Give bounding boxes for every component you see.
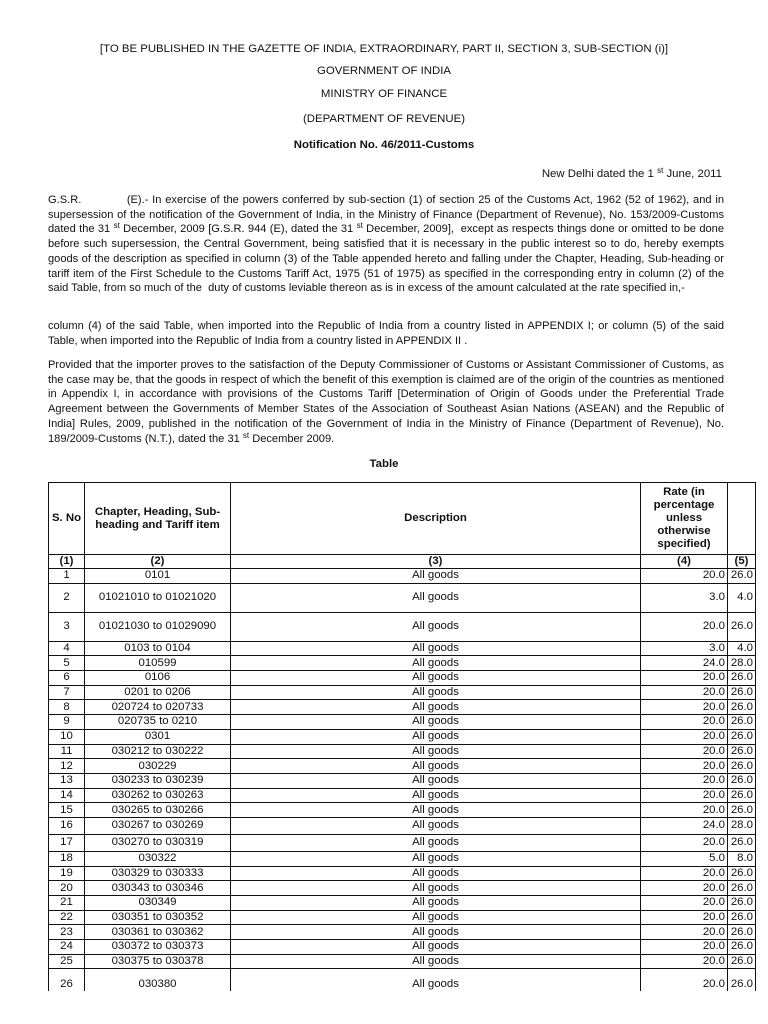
cell-rate-appendix-i: 5.0 <box>641 851 728 866</box>
cell-description: All goods <box>231 896 641 911</box>
cell-tariff: 030361 to 030362 <box>85 925 231 940</box>
cell-description: All goods <box>231 612 641 641</box>
cell-rate-appendix-ii: 26.0 <box>728 954 756 969</box>
paragraph-exemption-part-c: December, 2009], except as respects things done or omitted to be done before such supersession, the Central Government, being satisfied that it is necessary in the public interest so to do, hereby exempts goods of the description as specified in column (3) of the Table appended hereto and falling under the Chapter, Heading, Sub-heading or tariff item of the First Schedule to the Customs Tariff Act, 1975 (51 of 1975) as specified in the corresponding entry in column (2) of the said Table, from so much of the duty of customs leviable thereon as is in excess of the amount calculated at the rate specified in,- <box>48 223 728 295</box>
table-row <box>49 671 756 686</box>
paragraph-proviso-part-a: Provided that the importer proves to the satisfaction of the Deputy Commissioner of Customs or Assistant Commissioner of Customs, as the case may be, that the goods in respect of which the benefit of this exemption is claimed are of the origin of the countries as mentioned in Appendix I, in accordance with provisions of the Customs Tariff [Determination of Origin of Goods under the Preferential Trade Agreement between the Governments of Member States of the Association of Southeast Asian Nations (ASEAN) and the Republic of India] Rules, 2009, published in the notification of the Government of India in the Ministry of Finance (Department of Revenue), No. 189/2009-Customs (N.T.), dated the 31 <box>48 359 724 445</box>
cell-rate-appendix-i: 20.0 <box>641 715 728 730</box>
paragraph-proviso-part-b: December 2009. <box>249 432 335 445</box>
header-description: Description <box>231 483 641 555</box>
table-row <box>49 910 756 925</box>
cell-description: All goods <box>231 715 641 730</box>
cell-description: All goods <box>231 569 641 584</box>
cell-rate-appendix-ii: 26.0 <box>728 834 756 851</box>
column-number: (4) <box>641 555 728 569</box>
table-row <box>49 656 756 671</box>
cell-rate-appendix-ii: 26.0 <box>728 715 756 730</box>
table-row <box>49 834 756 851</box>
cell-rate-appendix-i: 20.0 <box>641 569 728 584</box>
cell-rate-appendix-i: 20.0 <box>641 954 728 969</box>
cell-rate-appendix-ii: 26.0 <box>728 729 756 744</box>
table-row <box>49 803 756 818</box>
cell-description: All goods <box>231 583 641 612</box>
cell-rate-appendix-ii: 4.0 <box>728 641 756 656</box>
cell-sno: 18 <box>49 851 85 866</box>
cell-tariff: 01021030 to 01029090 <box>85 612 231 641</box>
superscript-st: st <box>113 221 120 231</box>
paragraph-exemption-part-b: December, 2009 [G.S.R. 944 (E), dated the 31 <box>119 223 354 236</box>
superscript-st: st <box>242 430 250 440</box>
cell-tariff: 0301 <box>85 729 231 744</box>
department-heading: (DEPARTMENT OF REVENUE) <box>302 113 465 125</box>
cell-description: All goods <box>231 641 641 656</box>
header-sno: S. No <box>49 483 85 555</box>
table-row <box>49 715 756 730</box>
ministry-heading: MINISTRY OF FINANCE <box>320 88 448 100</box>
cell-sno: 11 <box>49 744 85 759</box>
cell-tariff: 030380 <box>85 969 231 991</box>
cell-rate-appendix-i: 24.0 <box>641 656 728 671</box>
cell-rate-appendix-ii: 26.0 <box>728 788 756 803</box>
table-row <box>49 954 756 969</box>
cell-rate-appendix-ii: 4.0 <box>728 583 756 612</box>
cell-tariff: 0106 <box>85 671 231 686</box>
table-row <box>49 744 756 759</box>
cell-sno: 7 <box>49 685 85 700</box>
cell-rate-appendix-ii: 28.0 <box>728 817 756 834</box>
tariff-table <box>48 482 756 991</box>
table-row <box>49 969 756 991</box>
cell-sno: 17 <box>49 834 85 851</box>
cell-rate-appendix-i: 20.0 <box>641 866 728 881</box>
cell-rate-appendix-i: 20.0 <box>641 788 728 803</box>
cell-rate-appendix-ii: 26.0 <box>728 910 756 925</box>
cell-description: All goods <box>231 700 641 715</box>
table-row <box>49 881 756 896</box>
cell-rate-appendix-ii: 26.0 <box>728 744 756 759</box>
cell-sno: 16 <box>49 817 85 834</box>
table-row <box>49 866 756 881</box>
cell-sno: 9 <box>49 715 85 730</box>
cell-sno: 13 <box>49 773 85 788</box>
paragraph-proviso <box>48 358 724 446</box>
cell-rate-appendix-ii: 26.0 <box>728 773 756 788</box>
cell-rate-appendix-i: 20.0 <box>641 744 728 759</box>
cell-tariff: 030270 to 030319 <box>85 834 231 851</box>
cell-sno: 14 <box>49 788 85 803</box>
cell-tariff: 030343 to 030346 <box>85 881 231 896</box>
cell-tariff: 030262 to 030263 <box>85 788 231 803</box>
cell-description: All goods <box>231 851 641 866</box>
table-row <box>49 641 756 656</box>
cell-sno: 2 <box>49 583 85 612</box>
cell-sno: 6 <box>49 671 85 686</box>
cell-tariff: 030349 <box>85 896 231 911</box>
paragraph-exemption-part-a: G.S.R. (E).- In exercise of the powers conferred by sub-section (1) of section 25 of the Customs Act, 1962 (52 of 1962), and in supersession of the notification of the Government of India, in the Ministry of Finance (Department of Revenue), No. 153/2009-Customs dated the 31 <box>48 194 728 236</box>
cell-description: All goods <box>231 671 641 686</box>
cell-tariff: 030229 <box>85 759 231 774</box>
table-row <box>49 788 756 803</box>
date-superscript: st <box>657 166 664 175</box>
gazette-line: [TO BE PUBLISHED IN THE GAZETTE OF INDIA, EXTRAORDINARY, PART II, SECTION 3, SUB-SECTION (i)] <box>99 43 669 55</box>
table-row <box>49 817 756 834</box>
notification-title: Notification No. 46/2011-Customs <box>293 139 475 151</box>
table-row <box>49 569 756 584</box>
cell-tariff: 030329 to 030333 <box>85 866 231 881</box>
table-row <box>49 729 756 744</box>
cell-description: All goods <box>231 866 641 881</box>
cell-sno: 23 <box>49 925 85 940</box>
column-number: (2) <box>85 555 231 569</box>
cell-rate-appendix-ii: 26.0 <box>728 969 756 991</box>
cell-rate-appendix-ii: 26.0 <box>728 612 756 641</box>
cell-rate-appendix-i: 3.0 <box>641 641 728 656</box>
cell-rate-appendix-ii: 26.0 <box>728 685 756 700</box>
column-number: (1) <box>49 555 85 569</box>
cell-sno: 8 <box>49 700 85 715</box>
cell-description: All goods <box>231 925 641 940</box>
cell-rate-appendix-i: 20.0 <box>641 729 728 744</box>
cell-sno: 22 <box>49 910 85 925</box>
cell-description: All goods <box>231 834 641 851</box>
cell-tariff: 01021010 to 01021020 <box>85 583 231 612</box>
cell-rate-appendix-ii: 26.0 <box>728 881 756 896</box>
cell-description: All goods <box>231 817 641 834</box>
cell-tariff: 030212 to 030222 <box>85 744 231 759</box>
table-header-row <box>49 483 756 555</box>
cell-description: All goods <box>231 803 641 818</box>
cell-rate-appendix-i: 24.0 <box>641 817 728 834</box>
header-chapter: Chapter, Heading, Sub-heading and Tariff item <box>85 483 231 555</box>
table-title: Table <box>369 458 399 470</box>
cell-tariff: 020735 to 0210 <box>85 715 231 730</box>
table-row <box>49 685 756 700</box>
cell-description: All goods <box>231 954 641 969</box>
cell-rate-appendix-ii: 26.0 <box>728 700 756 715</box>
cell-tariff: 030265 to 030266 <box>85 803 231 818</box>
cell-sno: 24 <box>49 940 85 955</box>
cell-description: All goods <box>231 685 641 700</box>
cell-description: All goods <box>231 744 641 759</box>
cell-description: All goods <box>231 910 641 925</box>
cell-rate-appendix-ii: 26.0 <box>728 671 756 686</box>
column-number-row <box>49 555 756 569</box>
cell-tariff: 030351 to 030352 <box>85 910 231 925</box>
cell-rate-appendix-i: 20.0 <box>641 671 728 686</box>
cell-tariff: 030322 <box>85 851 231 866</box>
cell-rate-appendix-i: 20.0 <box>641 685 728 700</box>
cell-tariff: 030233 to 030239 <box>85 773 231 788</box>
cell-sno: 1 <box>49 569 85 584</box>
superscript-st: st <box>356 221 363 231</box>
cell-tariff: 030372 to 030373 <box>85 940 231 955</box>
cell-rate-appendix-ii: 8.0 <box>728 851 756 866</box>
table-body <box>49 569 756 991</box>
cell-description: All goods <box>231 759 641 774</box>
cell-description: All goods <box>231 656 641 671</box>
cell-sno: 12 <box>49 759 85 774</box>
cell-sno: 19 <box>49 866 85 881</box>
table-row <box>49 583 756 612</box>
paragraph-columns: column (4) of the said Table, when imported into the Republic of India from a country listed in APPENDIX I; or column (5) of the said Table, when imported into the Republic of India from a country listed in APPENDIX II . <box>48 320 724 347</box>
header-rate: Rate (in percentage unless otherwise specified) <box>641 483 728 555</box>
cell-rate-appendix-ii: 26.0 <box>728 925 756 940</box>
cell-description: All goods <box>231 773 641 788</box>
cell-rate-appendix-i: 20.0 <box>641 910 728 925</box>
cell-description: All goods <box>231 729 641 744</box>
cell-sno: 4 <box>49 641 85 656</box>
cell-description: All goods <box>231 881 641 896</box>
table-row <box>49 612 756 641</box>
cell-sno: 3 <box>49 612 85 641</box>
cell-rate-appendix-i: 20.0 <box>641 612 728 641</box>
cell-rate-appendix-i: 3.0 <box>641 583 728 612</box>
cell-description: All goods <box>231 940 641 955</box>
table-row <box>49 896 756 911</box>
table-row <box>49 851 756 866</box>
cell-tariff: 0103 to 0104 <box>85 641 231 656</box>
cell-rate-appendix-ii: 26.0 <box>728 940 756 955</box>
cell-rate-appendix-i: 20.0 <box>641 759 728 774</box>
date-line <box>542 168 722 181</box>
cell-sno: 21 <box>49 896 85 911</box>
cell-sno: 5 <box>49 656 85 671</box>
cell-sno: 26 <box>49 969 85 991</box>
cell-rate-appendix-ii: 26.0 <box>728 866 756 881</box>
cell-rate-appendix-i: 20.0 <box>641 940 728 955</box>
table-row <box>49 700 756 715</box>
government-heading: GOVERNMENT OF INDIA <box>317 65 451 77</box>
date-prefix: New Delhi dated the 1 <box>541 168 654 180</box>
cell-tariff: 010599 <box>85 656 231 671</box>
cell-rate-appendix-i: 20.0 <box>641 834 728 851</box>
cell-rate-appendix-ii: 26.0 <box>728 803 756 818</box>
cell-rate-appendix-ii: 26.0 <box>728 896 756 911</box>
cell-sno: 25 <box>49 954 85 969</box>
date-suffix: June, 2011 <box>663 168 722 180</box>
cell-rate-appendix-i: 20.0 <box>641 896 728 911</box>
cell-sno: 20 <box>49 881 85 896</box>
table-row <box>49 925 756 940</box>
cell-rate-appendix-i: 20.0 <box>641 803 728 818</box>
cell-rate-appendix-i: 20.0 <box>641 700 728 715</box>
cell-tariff: 0201 to 0206 <box>85 685 231 700</box>
header-rate-appendix-ii <box>728 483 756 555</box>
cell-rate-appendix-i: 20.0 <box>641 925 728 940</box>
cell-rate-appendix-ii: 26.0 <box>728 569 756 584</box>
cell-rate-appendix-ii: 26.0 <box>728 759 756 774</box>
table-row <box>49 940 756 955</box>
cell-tariff: 030267 to 030269 <box>85 817 231 834</box>
cell-sno: 10 <box>49 729 85 744</box>
cell-rate-appendix-i: 20.0 <box>641 881 728 896</box>
cell-description: All goods <box>231 788 641 803</box>
cell-rate-appendix-i: 20.0 <box>641 969 728 991</box>
table-row <box>49 773 756 788</box>
cell-sno: 15 <box>49 803 85 818</box>
paragraph-exemption <box>48 193 728 296</box>
cell-tariff: 020724 to 020733 <box>85 700 231 715</box>
column-number: (3) <box>231 555 641 569</box>
column-number: (5) <box>728 555 756 569</box>
cell-description: All goods <box>231 969 641 991</box>
cell-rate-appendix-i: 20.0 <box>641 773 728 788</box>
cell-tariff: 0101 <box>85 569 231 584</box>
cell-tariff: 030375 to 030378 <box>85 954 231 969</box>
table-row <box>49 759 756 774</box>
cell-rate-appendix-ii: 28.0 <box>728 656 756 671</box>
